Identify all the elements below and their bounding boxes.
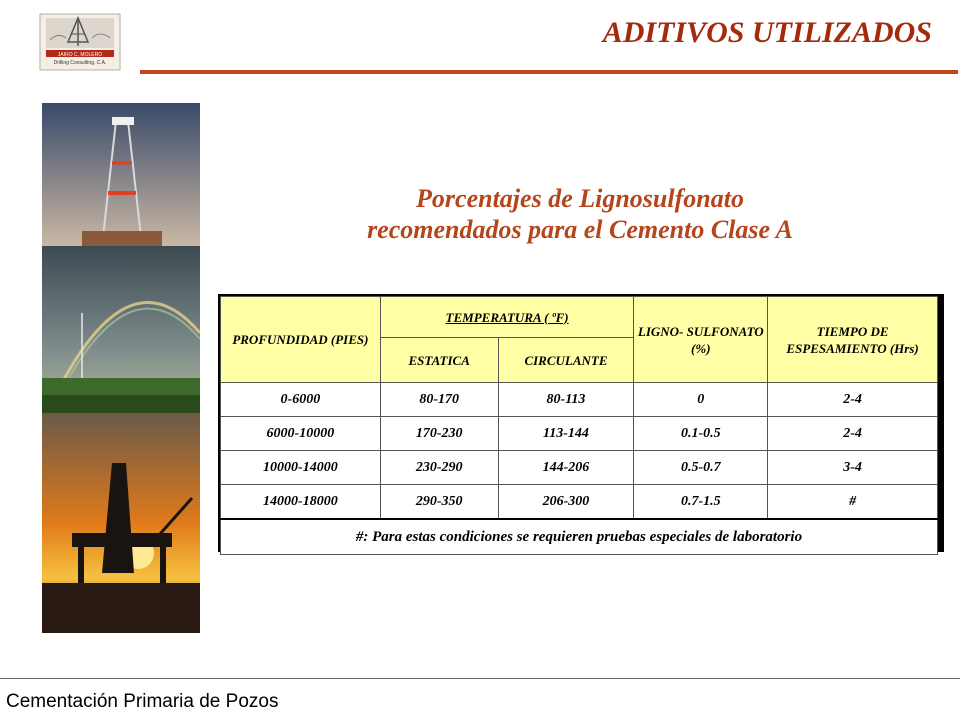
table-row <box>221 485 938 520</box>
table-row <box>221 417 938 451</box>
footer-text: Cementación Primaria de Pozos <box>6 691 279 712</box>
header-circulating: CIRCULANTE <box>498 338 634 383</box>
header-lignosulfonate: LIGNO- SULFONATO (%) <box>634 297 768 383</box>
cell-circulating: 144-206 <box>498 451 634 485</box>
header-thickening-time: TIEMPO DE ESPESAMIENTO (Hrs) <box>768 297 938 383</box>
cell-circulating: 80-113 <box>498 383 634 417</box>
lignosulfonate-table-frame <box>218 294 944 552</box>
lignosulfonate-table <box>220 296 938 555</box>
slide-title: ADITIVOS UTILIZADOS <box>602 16 932 49</box>
cell-time: 3-4 <box>768 451 938 485</box>
drilling-rig-photo <box>42 103 200 246</box>
header-depth: PROFUNDIDAD (PIES) <box>221 297 381 383</box>
cell-time: 2-4 <box>768 383 938 417</box>
header-temperature: TEMPERATURA ( ºF) <box>380 297 634 338</box>
cell-lignosulfonate: 0.5-0.7 <box>634 451 768 485</box>
logo-subtitle: Drilling Consulting, C.A. <box>53 60 107 66</box>
cell-lignosulfonate: 0.1-0.5 <box>634 417 768 451</box>
subtitle-line-2: recomendados para el Cemento Clase A <box>367 215 793 244</box>
cell-static: 80-170 <box>380 383 498 417</box>
cell-circulating: 113-144 <box>498 417 634 451</box>
cell-static: 230-290 <box>380 451 498 485</box>
table-row <box>221 451 938 485</box>
cell-lignosulfonate: 0 <box>634 383 768 417</box>
chart-subtitle <box>260 183 900 245</box>
cell-depth: 10000-14000 <box>221 451 381 485</box>
rainbow-field-photo <box>42 246 200 413</box>
cell-depth: 6000-10000 <box>221 417 381 451</box>
cell-circulating: 206-300 <box>498 485 634 520</box>
cell-lignosulfonate: 0.7-1.5 <box>634 485 768 520</box>
company-logo <box>38 12 122 72</box>
cell-time: # <box>768 485 938 520</box>
footer-divider <box>0 678 960 679</box>
table-footnote: #: Para estas condiciones se requieren pruebas especiales de laboratorio <box>221 519 938 555</box>
cell-depth: 0-6000 <box>221 383 381 417</box>
offshore-platform-photo <box>42 413 200 633</box>
cell-depth: 14000-18000 <box>221 485 381 520</box>
header-static: ESTATICA <box>380 338 498 383</box>
cell-static: 290-350 <box>380 485 498 520</box>
title-underline <box>140 70 958 74</box>
table-row <box>221 383 938 417</box>
logo-name: JAIRO C. MOLERO <box>57 52 103 58</box>
subtitle-line-1: Porcentajes de Lignosulfonato <box>416 184 744 213</box>
cell-time: 2-4 <box>768 417 938 451</box>
photo-strip <box>42 103 200 633</box>
cell-static: 170-230 <box>380 417 498 451</box>
